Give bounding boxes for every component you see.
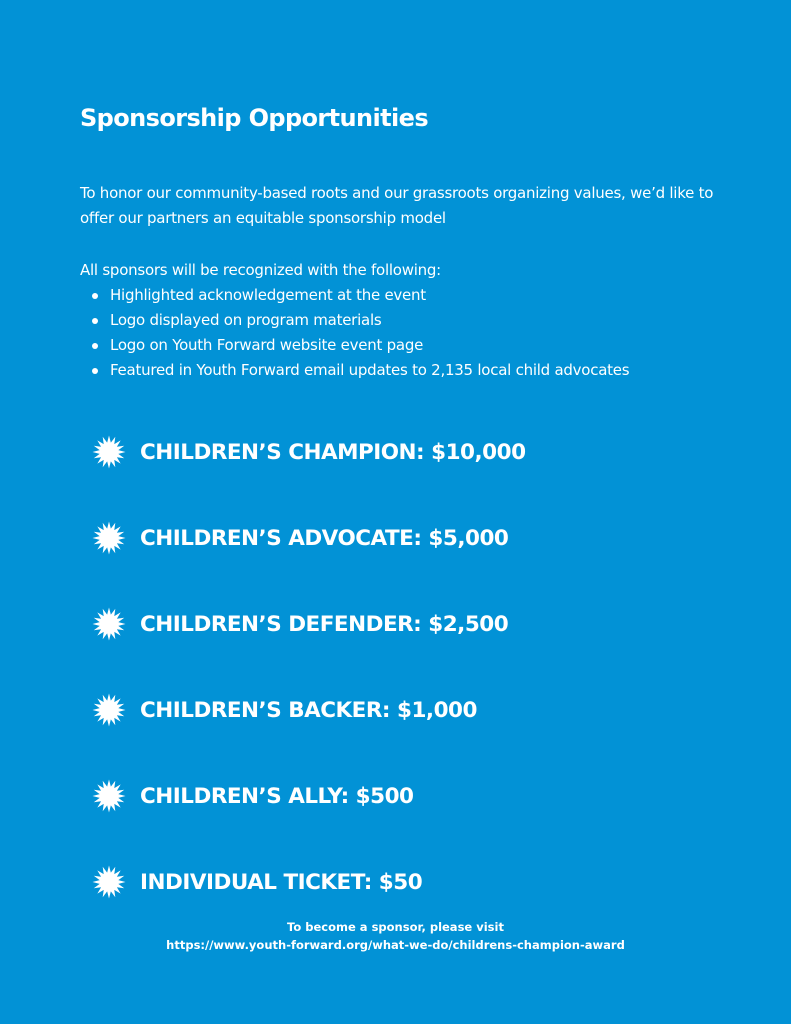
benefit-item: Logo on Youth Forward website event page [80, 333, 629, 358]
intro-paragraph: To honor our community-based roots and our grassroots organizing values, we’d like to offer our partners an equitable sponsorship model [80, 184, 714, 227]
footer-note [0, 918, 791, 954]
tier-label: CHILDREN’S ADVOCATE: $5,000 [140, 525, 509, 551]
tier-item [92, 433, 526, 471]
starburst-icon [92, 693, 126, 727]
benefit-item: Logo displayed on program materials [80, 308, 629, 333]
tier-item [92, 691, 526, 729]
tier-item [92, 863, 526, 901]
starburst-icon [92, 779, 126, 813]
tier-item [92, 605, 526, 643]
sponsorship-tiers-list [92, 433, 526, 949]
recognition-heading: All sponsors will be recognized with the following: [80, 261, 441, 279]
benefit-item: Featured in Youth Forward email updates to 2,135 local child advocates [80, 358, 629, 383]
footer-url: https://www.youth-forward.org/what-we-do/childrens-champion-award [166, 938, 625, 952]
starburst-icon [92, 607, 126, 641]
benefits-list [80, 283, 629, 383]
page-title: Sponsorship Opportunities [80, 104, 429, 132]
tier-label: CHILDREN’S CHAMPION: $10,000 [140, 439, 526, 465]
benefit-item: Highlighted acknowledgement at the event [80, 283, 629, 308]
tier-item [92, 777, 526, 815]
footer-line: To become a sponsor, please visit [287, 920, 504, 934]
tier-label: CHILDREN’S BACKER: $1,000 [140, 697, 477, 723]
tier-item [92, 519, 526, 557]
starburst-icon [92, 435, 126, 469]
tier-label: CHILDREN’S ALLY: $500 [140, 783, 414, 809]
starburst-icon [92, 865, 126, 899]
tier-label: CHILDREN’S DEFENDER: $2,500 [140, 611, 509, 637]
starburst-icon [92, 521, 126, 555]
tier-label: INDIVIDUAL TICKET: $50 [140, 869, 423, 895]
